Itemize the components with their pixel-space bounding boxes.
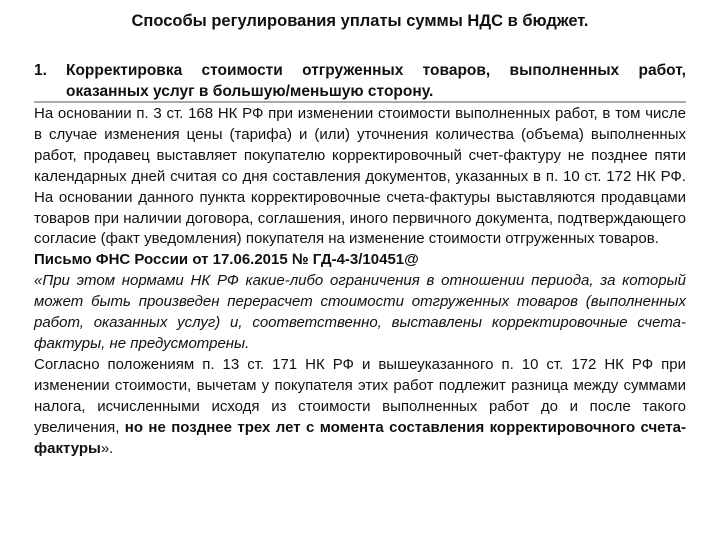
list-number: 1. bbox=[34, 62, 47, 79]
quote-paragraph: «При этом нормами НК РФ какие-либо ограничения в отношении периода, за который может быть произведен перерасчет стоимости отгруженных товаров (выполненных работ, оказанных услуг) и, соответственно, выставлены корректировочные счета-фактуры, не предусмотрены. bbox=[34, 272, 686, 352]
final-paragraph bbox=[34, 355, 686, 460]
final-emphasis: но не позднее трех лет с момента составления корректировочного счета-фактуры bbox=[34, 418, 686, 457]
letter-reference: Письмо ФНС России от 17.06.2015 № ГД-4-3/10451@ bbox=[34, 251, 419, 269]
list-item-text: Корректировка стоимости отгруженных товаров, выполненных работ, оказанных услуг в большую/меньшую сторону. bbox=[66, 62, 686, 100]
slide-title: Способы регулирования уплаты суммы НДС в бюджет. bbox=[131, 12, 589, 30]
body-text bbox=[34, 104, 686, 459]
final-text: Согласно положениям п. 13 ст. 171 НК РФ и вышеуказанного п. 10 ст. 172 НК РФ при изменении стоимости, вычетам у покупателя этих работ подлежит разница между суммами налога, исчисленными исходя из стоимости выполненных работ до и после такого увеличения, bbox=[34, 355, 686, 436]
list-item-1 bbox=[34, 60, 686, 102]
basis-paragraph: На основании п. 3 ст. 168 НК РФ при изменении стоимости выполненных работ, в том числе в случае изменения цены (тарифа) и (или) уточнения количества (объема) выполненных работ, продавец выставляет покупателю корректировочный счет-фактуру не позднее пяти календарных дней считая со дня составления документов, указанных в п. 10 ст. 172 НК РФ. На основании данного пункта корректировочные счета-фактуры выставляются продавцами товаров при наличии договора, соглашения, иного первичного документа, подтверждающего согласие (факт уведомления) покупателя на изменение стоимости отгруженных товаров. bbox=[34, 105, 686, 248]
final-closing: ». bbox=[100, 439, 114, 457]
divider-bar bbox=[34, 101, 686, 103]
